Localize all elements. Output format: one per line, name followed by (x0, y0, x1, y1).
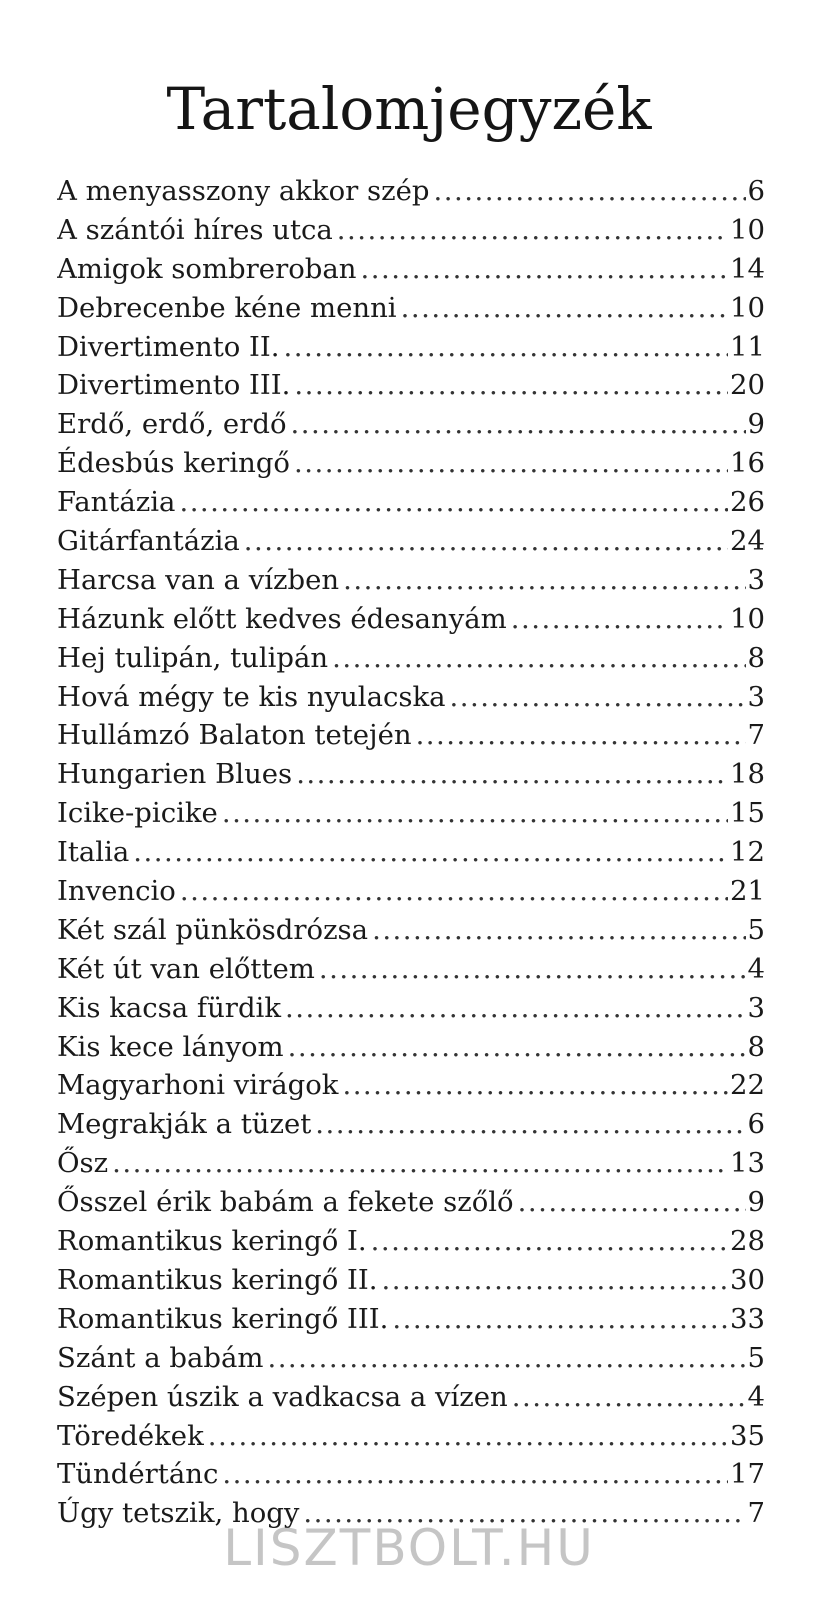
toc-entry (57, 1455, 765, 1494)
toc-entry-title: Gitárfantázia (57, 525, 240, 558)
toc-entry-page: 24 (730, 525, 765, 558)
toc-entry-page: 28 (730, 1225, 765, 1258)
toc-entry (57, 1066, 765, 1105)
toc-dot-leader (112, 1144, 728, 1183)
toc-entry (57, 1300, 765, 1339)
toc-entry-title: Romantikus keringő II. (57, 1263, 378, 1296)
toc-entry (57, 1261, 765, 1300)
toc-entry-page: 7 (747, 719, 765, 752)
toc-entry-page: 14 (730, 252, 765, 285)
toc-list (57, 172, 765, 1533)
toc-dot-leader (372, 911, 745, 950)
toc-dot-leader (288, 1028, 746, 1067)
toc-entry-page: 6 (747, 175, 765, 207)
toc-entry (57, 794, 765, 833)
toc-entry-page: 10 (730, 291, 765, 324)
toc-dot-leader (180, 872, 728, 911)
toc-dot-leader (401, 289, 728, 328)
toc-dot-leader (512, 1378, 746, 1417)
toc-entry-title: Magyarhoni virágok (57, 1069, 339, 1102)
toc-dot-leader (360, 250, 728, 289)
toc-entry-title: Ősszel érik babám a fekete szőlő (57, 1186, 514, 1219)
toc-entry (57, 211, 765, 250)
toc-entry (57, 561, 765, 600)
toc-entry (57, 250, 765, 289)
toc-entry (57, 1105, 765, 1144)
toc-dot-leader (133, 833, 728, 872)
toc-entry (57, 289, 765, 328)
toc-entry (57, 1417, 765, 1456)
toc-entry (57, 172, 765, 211)
toc-entry (57, 716, 765, 755)
toc-dot-leader (416, 716, 746, 755)
toc-dot-leader (342, 1066, 728, 1105)
toc-entry-title: Harcsa van a vízben (57, 563, 340, 596)
toc-dot-leader (179, 483, 728, 522)
toc-dot-leader (294, 366, 728, 405)
toc-entry (57, 678, 765, 717)
toc-entry-title: Divertimento II. (57, 330, 280, 363)
toc-entry (57, 833, 765, 872)
toc-dot-leader (319, 950, 746, 989)
toc-entry-title: Tündértánc (57, 1458, 219, 1491)
toc-entry-page: 4 (747, 1380, 765, 1413)
toc-dot-leader (371, 1222, 728, 1261)
toc-dot-leader (392, 1300, 728, 1339)
toc-entry (57, 950, 765, 989)
toc-dot-leader (208, 1417, 728, 1456)
toc-dot-leader (294, 444, 728, 483)
toc-entry-page: 10 (730, 602, 765, 635)
toc-entry-title: Édesbús keringő (57, 447, 290, 480)
toc-entry-title: A szántói híres utca (57, 213, 333, 246)
toc-entry-title: Fantázia (57, 486, 176, 519)
toc-dot-leader (337, 211, 728, 250)
toc-dot-leader (244, 522, 728, 561)
toc-dot-leader (222, 1455, 728, 1494)
toc-entry (57, 1339, 765, 1378)
toc-entry-page: 21 (730, 875, 765, 908)
toc-entry-title: Kis kece lányom (57, 1030, 284, 1063)
toc-dot-leader (267, 1339, 745, 1378)
toc-entry-page: 17 (730, 1458, 765, 1491)
toc-entry-title: Hej tulipán, tulipán (57, 641, 329, 674)
toc-entry-title: Két szál pünkösdrózsa (57, 913, 369, 946)
toc-entry-page: 3 (747, 680, 765, 713)
toc-dot-leader (222, 794, 728, 833)
toc-entry-title: Debrecenbe kéne menni (57, 291, 397, 324)
toc-entry-page: 16 (730, 447, 765, 480)
toc-entry-title: Divertimento III. (57, 369, 291, 402)
toc-entry-page: 22 (730, 1069, 765, 1102)
toc-entry-title: Kis kacsa fürdik (57, 991, 282, 1024)
toc-entry (57, 639, 765, 678)
toc-entry-title: Hungarien Blues (57, 758, 293, 791)
toc-entry-title: Hullámzó Balaton tetején (57, 719, 412, 752)
toc-entry (57, 444, 765, 483)
toc-entry-page: 11 (730, 330, 765, 363)
toc-entry-title: Romantikus keringő III. (57, 1302, 389, 1335)
toc-dot-leader (434, 172, 746, 211)
toc-entry-page: 12 (730, 836, 765, 869)
toc-entry-title: Úgy tetszik, hogy (57, 1497, 300, 1530)
toc-dot-leader (284, 328, 728, 367)
toc-entry-page: 7 (747, 1497, 765, 1530)
toc-dot-leader (315, 1105, 745, 1144)
toc-entry-title: A menyasszony akkor szép (57, 175, 430, 207)
toc-entry (57, 1028, 765, 1067)
toc-entry-page: 4 (747, 952, 765, 985)
toc-entry-title: Amigok sombreroban (57, 252, 357, 285)
toc-entry-title: Ősz (57, 1147, 109, 1180)
toc-entry-page: 9 (747, 1186, 765, 1219)
watermark: LISZTBOLT.HU (223, 1519, 595, 1577)
toc-entry-title: Két út van előttem (57, 952, 315, 985)
toc-entry-page: 5 (747, 1341, 765, 1374)
toc-entry-page: 8 (747, 1030, 765, 1063)
toc-dot-leader (296, 755, 728, 794)
toc-entry-title: Hová mégy te kis nyulacska (57, 680, 446, 713)
toc-entry (57, 405, 765, 444)
toc-entry-page: 8 (747, 641, 765, 674)
toc-entry (57, 989, 765, 1028)
toc-entry-title: Erdő, erdő, erdő (57, 408, 287, 441)
toc-entry (57, 328, 765, 367)
toc-entry-page: 6 (747, 1108, 765, 1141)
toc-entry-page: 3 (747, 563, 765, 596)
toc-dot-leader (450, 678, 746, 717)
toc-entry (57, 755, 765, 794)
toc-entry (57, 483, 765, 522)
toc-entry-title: Romantikus keringő I. (57, 1225, 367, 1258)
toc-entry-page: 3 (747, 991, 765, 1024)
toc-entry-page: 26 (730, 486, 765, 519)
toc-entry (57, 1222, 765, 1261)
toc-entry-title: Icike-picike (57, 797, 218, 830)
toc-dot-leader (381, 1261, 728, 1300)
toc-entry (57, 600, 765, 639)
toc-entry-page: 9 (747, 408, 765, 441)
toc-dot-leader (285, 989, 745, 1028)
toc-entry-page: 13 (730, 1147, 765, 1180)
toc-entry-page: 15 (730, 797, 765, 830)
toc-entry-page: 33 (730, 1302, 765, 1335)
toc-entry-title: Töredékek (57, 1419, 204, 1452)
toc-entry-page: 35 (730, 1419, 765, 1452)
toc-entry-page: 10 (730, 213, 765, 246)
toc-dot-leader (343, 561, 745, 600)
toc-entry (57, 1378, 765, 1417)
toc-entry-page: 30 (730, 1263, 765, 1296)
toc-entry-page: 5 (747, 913, 765, 946)
toc-entry-page: 20 (730, 369, 765, 402)
page-title: Tartalomjegyzék (166, 74, 652, 143)
toc-entry (57, 872, 765, 911)
toc-entry (57, 911, 765, 950)
toc-dot-leader (332, 639, 745, 678)
toc-entry-title: Szánt a babám (57, 1341, 264, 1374)
toc-entry (57, 1144, 765, 1183)
toc-entry (57, 1183, 765, 1222)
toc-dot-leader (291, 405, 746, 444)
toc-entry-title: Házunk előtt kedves édesanyám (57, 602, 507, 635)
toc-dot-leader (518, 1183, 746, 1222)
toc-entry-title: Szépen úszik a vadkacsa a vízen (57, 1380, 508, 1413)
toc-entry-title: Italia (57, 836, 130, 869)
toc-entry (57, 366, 765, 405)
toc-dot-leader (511, 600, 728, 639)
toc-entry (57, 522, 765, 561)
toc-entry-page: 18 (730, 758, 765, 791)
toc-entry-title: Invencio (57, 875, 176, 908)
toc-entry-title: Megrakják a tüzet (57, 1108, 312, 1141)
